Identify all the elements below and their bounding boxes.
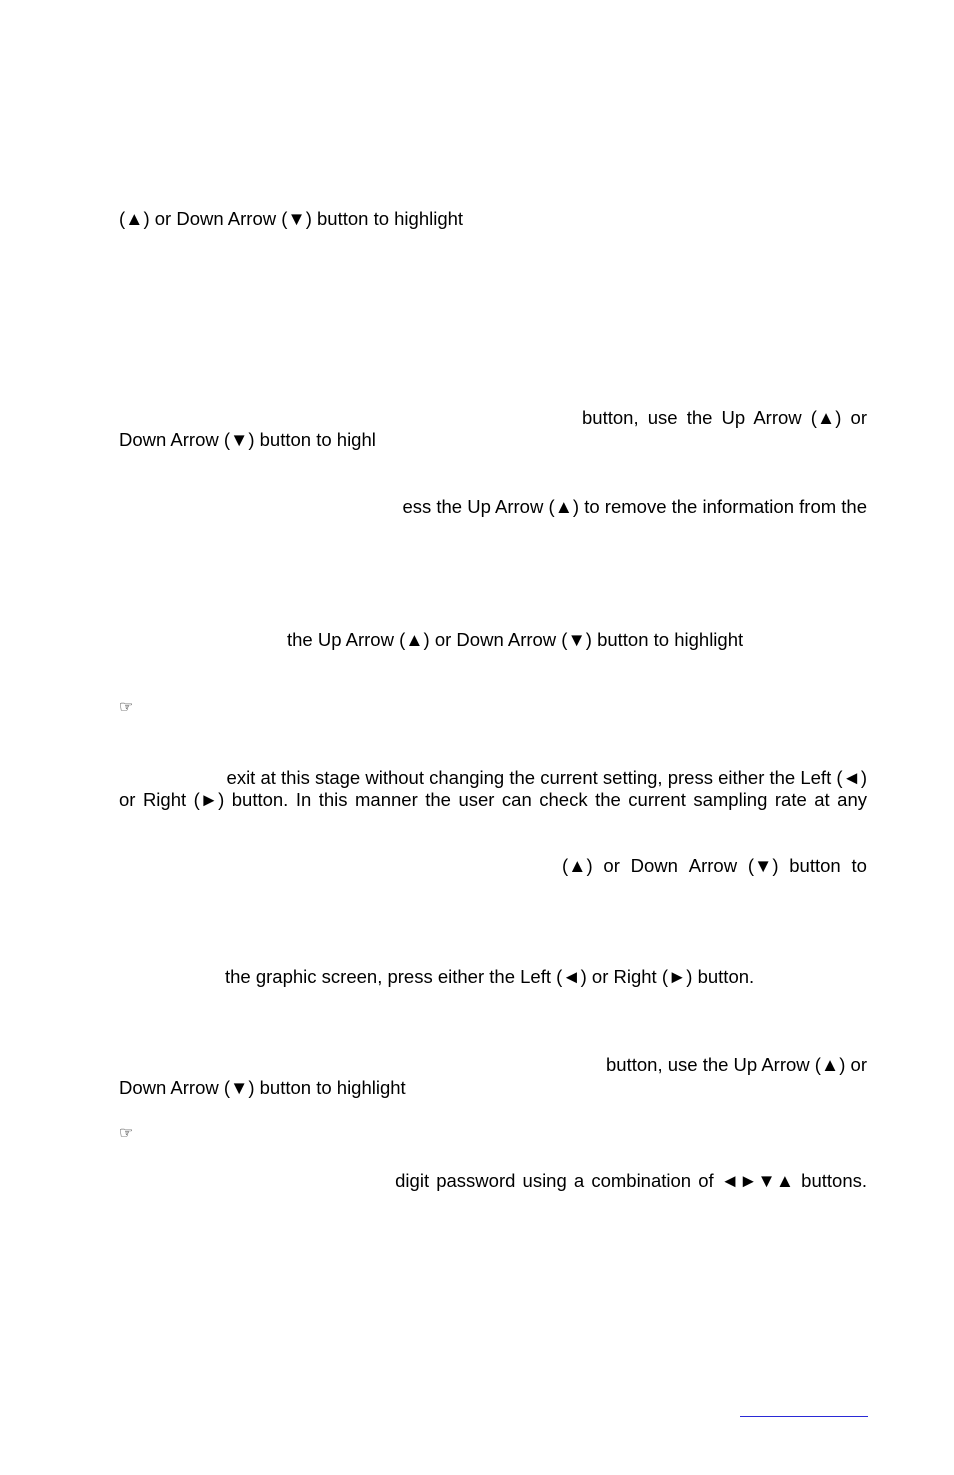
text-line-6: exit at this stage without changing the current setting, press either the Left (◄) <box>226 767 867 788</box>
text-line-9: the graphic screen, press either the Left (◄) or Right (►) button. <box>225 966 755 987</box>
text-word: (▼) <box>747 855 779 876</box>
text-line-12: digit password using a combination of ◄►▼▲ buttons. <box>395 1170 867 1191</box>
text-word: (▲) <box>562 855 593 876</box>
note-hand-icon: ☞ <box>119 699 134 716</box>
text-line-1: (▲) or Down Arrow (▼) button to highlight <box>119 208 464 229</box>
text-line-5: the Up Arrow (▲) or Down Arrow (▼) button to highlight <box>287 629 744 650</box>
text-word: or <box>603 855 620 876</box>
text-word: button <box>789 855 841 876</box>
note-hand-icon: ☞ <box>119 1125 134 1142</box>
text-word: Arrow <box>688 855 738 876</box>
text-line-3: Down Arrow (▼) button to highl <box>119 429 376 450</box>
text-word: Down <box>630 855 678 876</box>
footer-link-underline <box>740 1416 868 1417</box>
text-line-8 <box>562 855 867 877</box>
text-line-2: button, use the Up Arrow (▲) or <box>582 407 867 428</box>
text-line-4: ess the Up Arrow (▲) to remove the information from the <box>402 496 867 517</box>
text-word: to <box>851 855 867 876</box>
text-line-11: Down Arrow (▼) button to highlight <box>119 1077 406 1098</box>
text-line-10: button, use the Up Arrow (▲) or <box>606 1054 867 1075</box>
text-line-7: or Right (►) button. In this manner the user can check the current sampling rate at any <box>119 789 867 810</box>
